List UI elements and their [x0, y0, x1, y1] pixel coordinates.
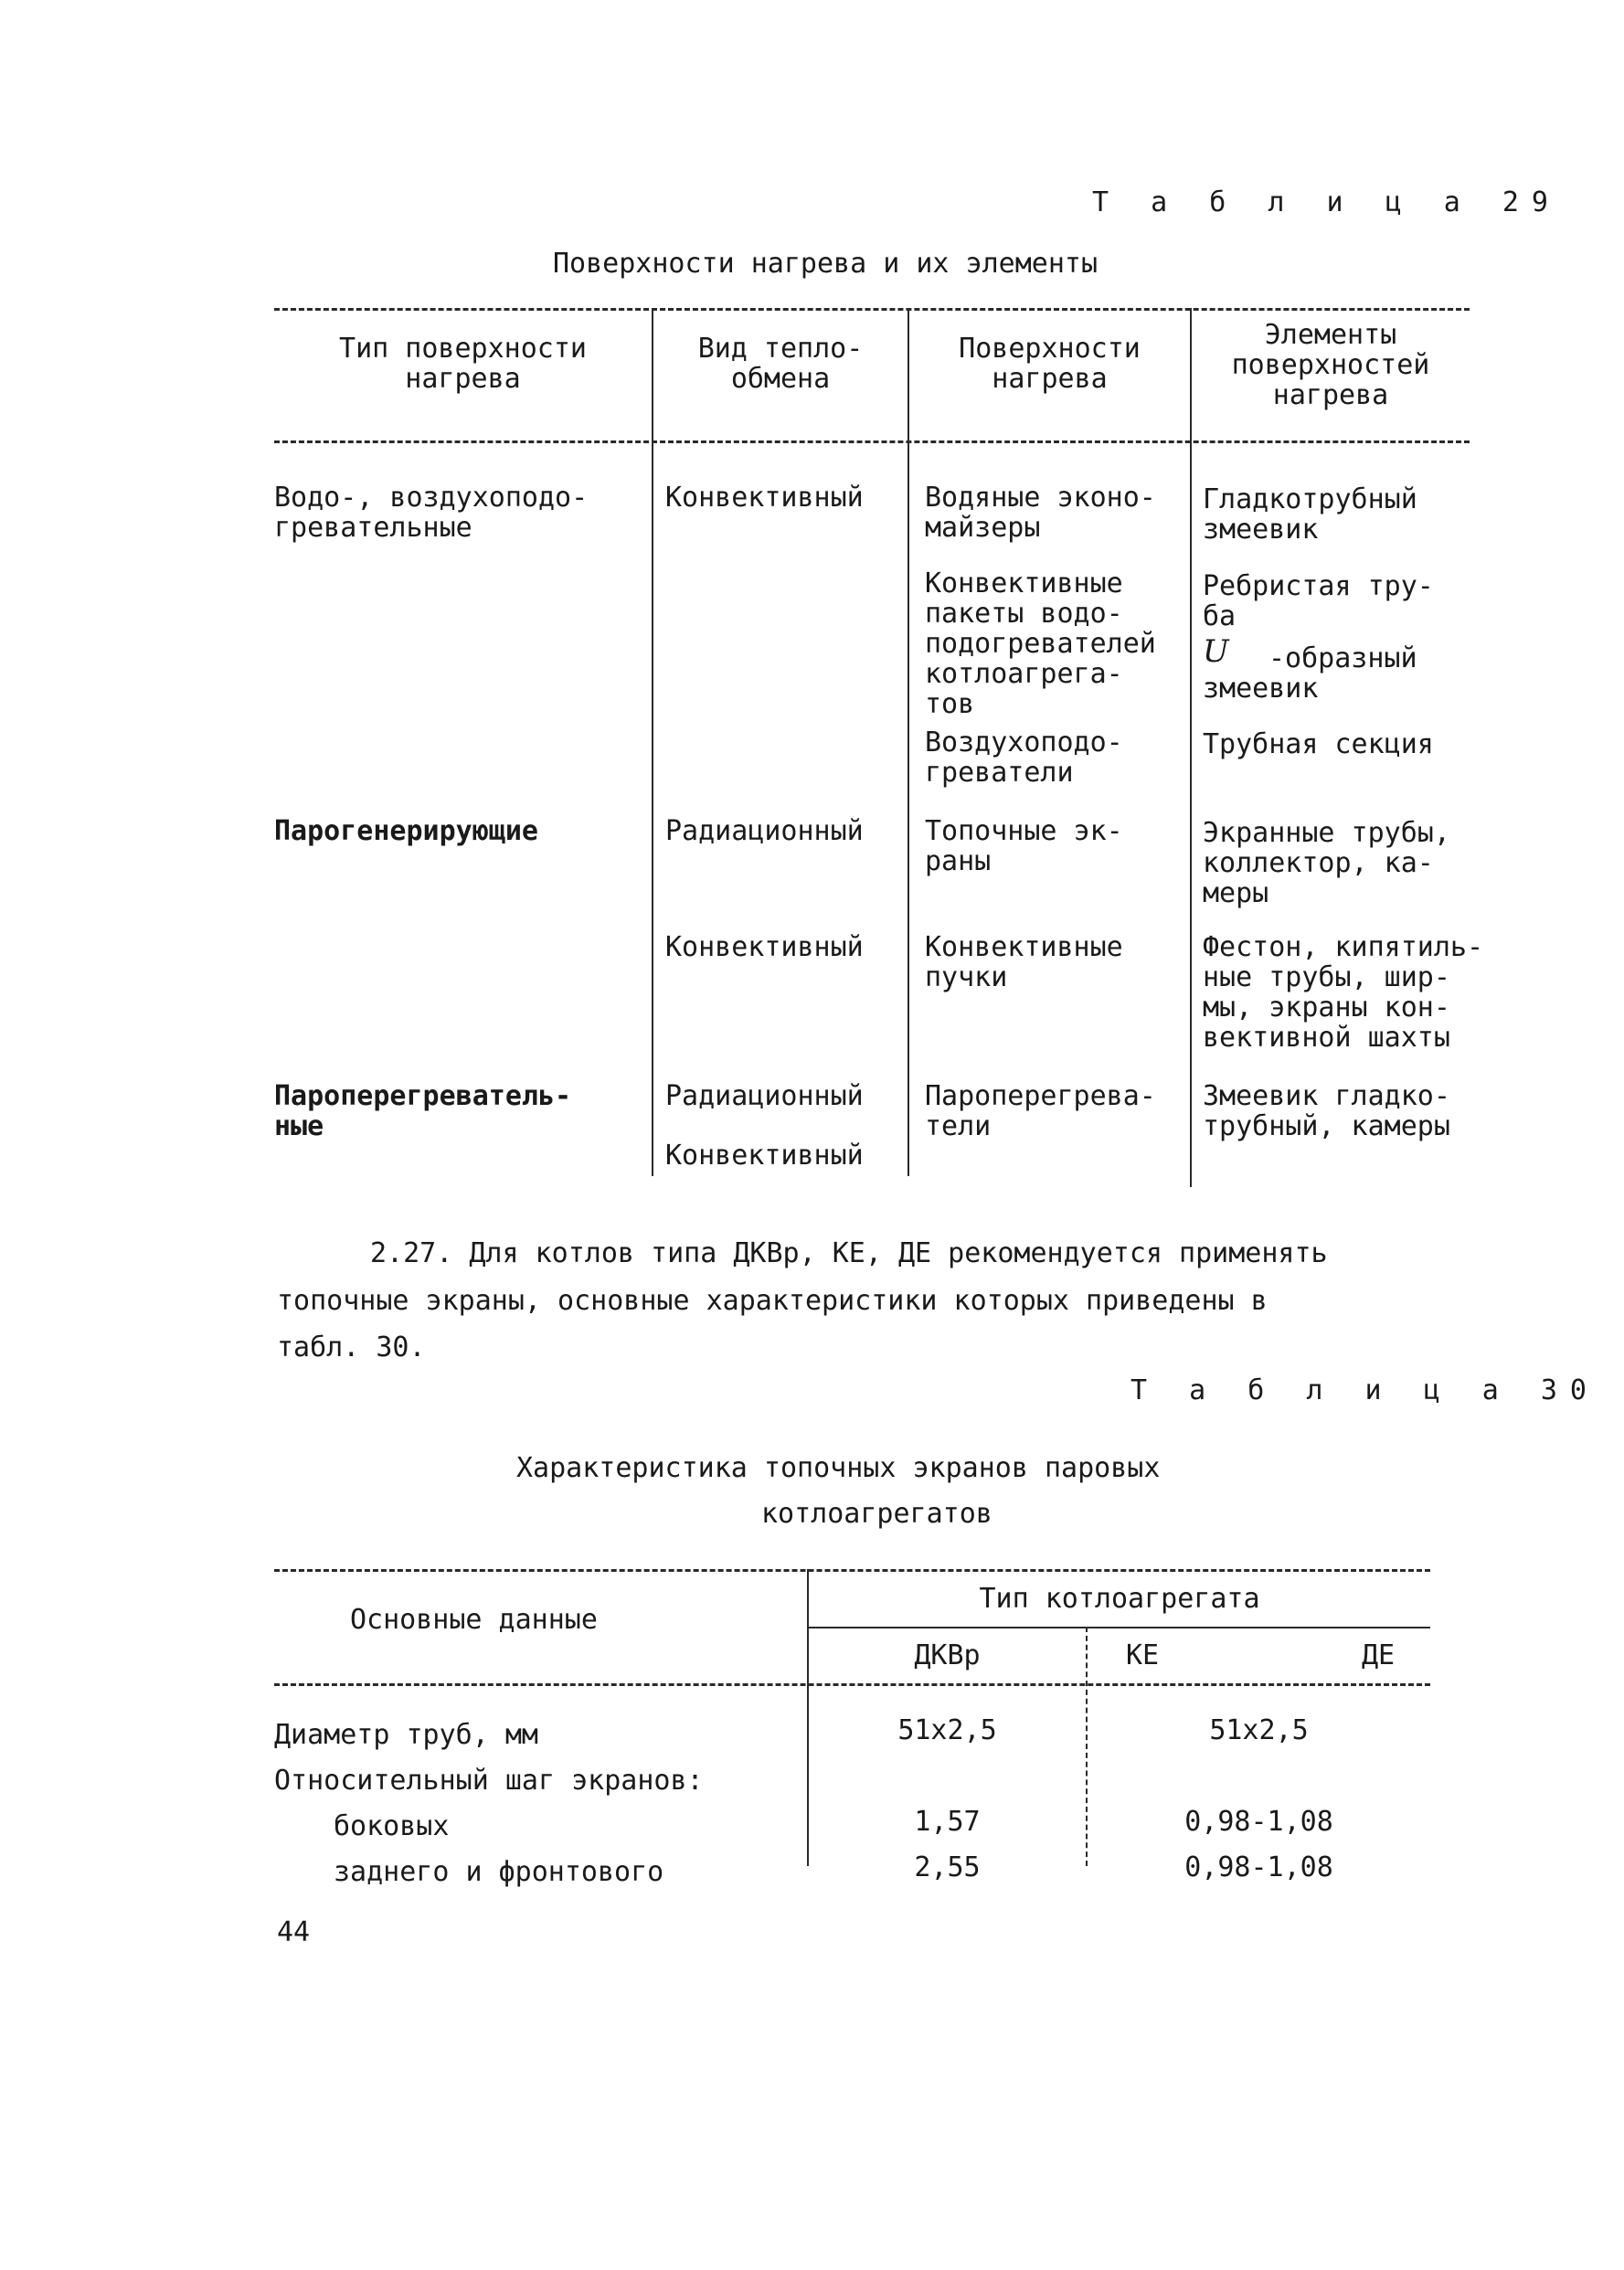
row-value-ke-de: 0,98-1,08	[1184, 1851, 1333, 1883]
row-surface-furnace-screens: Топочные эк- раны	[925, 815, 1123, 877]
row-type-superheaters: Пароперегреватель- ные	[274, 1080, 572, 1142]
row-element-coil-chambers: Змеевик гладко- трубный, камеры	[1203, 1080, 1450, 1142]
row-value-ke-de: 0,98-1,08	[1184, 1806, 1333, 1838]
row-surface-economizers: Водяные эконо- майзеры	[925, 482, 1156, 544]
header-col-ke: КЕ	[1126, 1639, 1160, 1671]
column-divider	[1190, 308, 1192, 1187]
table-30-label: Т а б л и ц а 30	[1130, 1374, 1599, 1406]
table-30-title: Характеристика топочных экранов паровых	[516, 1452, 1161, 1484]
row-element-u-coil: -образный змеевик	[1203, 642, 1417, 705]
table-top-rule	[274, 1569, 1430, 1572]
row-surface-convective-packs: Конвективные пакеты водо- подогревателей котлоагрега- тов	[925, 568, 1156, 720]
header-col-dkvr: ДКВр	[914, 1639, 981, 1671]
row-element-screen-tubes: Экранные трубы, коллектор, ка- меры	[1203, 817, 1450, 909]
row-value-dkvr: 2,55	[914, 1851, 981, 1883]
row-label-tube-diameter: Диаметр труб, мм	[274, 1719, 538, 1751]
header-col-de: ДЕ	[1362, 1639, 1396, 1671]
paragraph-line: 2.27. Для котлов типа ДКВр, КЕ, ДЕ рекомендуется применять	[370, 1237, 1328, 1269]
header-bottom-rule	[274, 1683, 1430, 1686]
paragraph-line: топочные экраны, основные характеристики которых приведены в	[277, 1285, 1268, 1317]
table-29-label: Т а б л и ц а 29	[1092, 186, 1561, 218]
row-surface-air-heaters: Воздухоподо- греватели	[925, 727, 1123, 789]
row-label-relative-pitch: Относительный шаг экранов:	[274, 1765, 704, 1797]
paragraph-line: табл. 30.	[277, 1331, 426, 1363]
table-29-title: Поверхности нагрева и их элементы	[553, 248, 1099, 280]
row-label-side: боковых	[334, 1810, 450, 1842]
header-split-rule	[809, 1627, 1430, 1628]
row-surface-convective-bundles: Конвективные пучки	[925, 931, 1123, 993]
header-heating-surfaces: Поверхности нагрева	[959, 333, 1141, 395]
row-exchange-radiant: Радиационный	[665, 815, 864, 847]
table-30-title: котлоагрегатов	[761, 1498, 992, 1530]
row-element-smooth-tube-coil: Гладкотрубный змеевик	[1203, 483, 1417, 546]
header-surface-type: Тип поверхности нагрева	[339, 333, 587, 395]
column-divider	[652, 308, 653, 1176]
row-value-dkvr: 51x2,5	[897, 1714, 997, 1746]
row-value-ke-de: 51x2,5	[1209, 1714, 1309, 1746]
row-exchange-convective: Конвективный	[665, 931, 864, 963]
row-exchange-convective: Конвективный	[665, 482, 864, 514]
row-element-u-coil-symbol: U	[1203, 633, 1229, 670]
column-divider	[908, 308, 909, 1176]
header-basic-data: Основные данные	[350, 1604, 598, 1636]
page-number: 44	[277, 1916, 311, 1948]
row-element-finned-tube: Ребристая тру- ба	[1203, 570, 1434, 632]
header-bottom-rule	[274, 440, 1470, 443]
row-surface-superheaters: Пароперегрева- тели	[925, 1080, 1156, 1142]
header-surface-elements: Элементы поверхностей нагрева	[1231, 319, 1430, 411]
table-top-rule	[274, 308, 1470, 311]
row-element-tube-section: Трубная секция	[1203, 728, 1434, 760]
row-type-water-air-heaters: Водо-, воздухоподо- гревательные	[274, 482, 589, 544]
row-label-rear-front: заднего и фронтового	[334, 1856, 664, 1888]
row-type-steam-generating: Парогенерирующие	[274, 815, 538, 847]
row-exchange-radiant: Радиационный	[665, 1080, 864, 1112]
header-heat-exchange: Вид тепло- обмена	[697, 333, 864, 395]
row-value-dkvr: 1,57	[914, 1806, 981, 1838]
header-boiler-type: Тип котлоагрегата	[979, 1583, 1260, 1615]
row-exchange-convective: Конвективный	[665, 1140, 864, 1172]
row-element-festoon: Фестон, кипятиль- ные трубы, шир- мы, экраны кон- вективной шахты	[1203, 931, 1484, 1054]
